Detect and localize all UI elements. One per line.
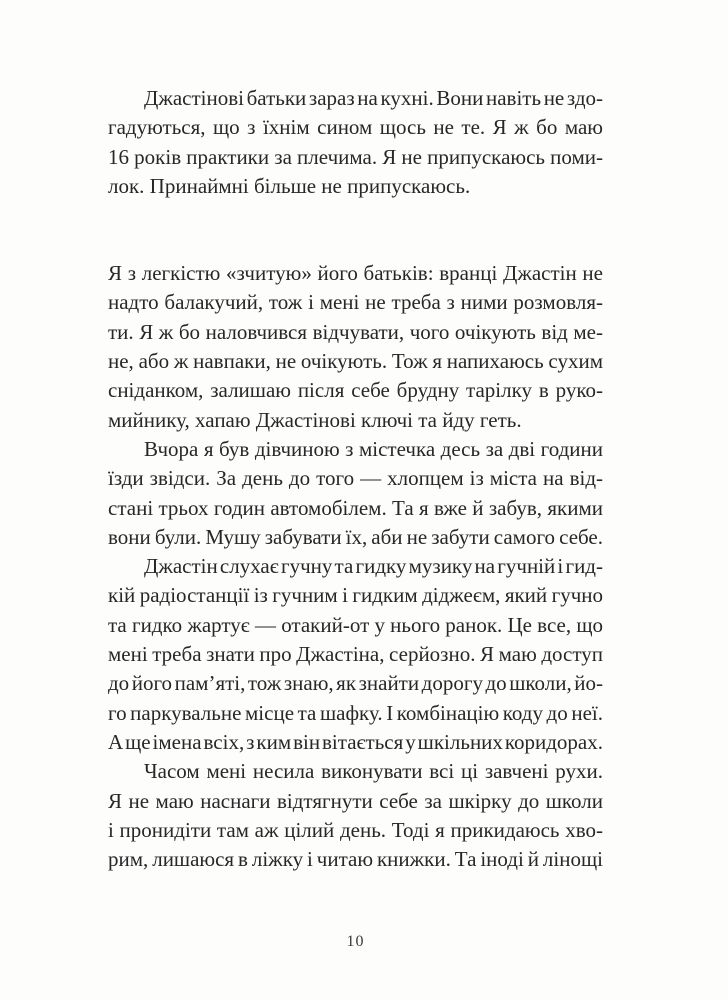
page-number: 10 xyxy=(346,933,365,950)
text-line: ти. Я ж бо наловчився відчувати, чого очікують від ме- xyxy=(108,319,603,344)
text-line: надто балакучий, тож і мені не треба з ними розмовля- xyxy=(108,290,603,315)
text-line: 16 років практики за плечима. Я не припускаюсь поми- xyxy=(108,144,603,169)
text-line: до його пам’яті, тож знаю, як знайти дорогу до школи, йо- xyxy=(108,671,603,696)
text-line: мені треба знати про Джастіна, серйозно. Я маю доступ xyxy=(108,642,603,667)
text-line: Вчора я був дівчиною з містечка десь за дві години xyxy=(144,436,603,461)
text-line: та гидко жартує — отакий-от у нього ранок. Це все, що xyxy=(108,612,603,637)
text-line: сніданком, залишаю після себе брудну тарілку в руко- xyxy=(108,378,603,403)
text-line: Я не маю наснаги відтягнути себе за шкірку до школи xyxy=(108,788,603,813)
paragraph xyxy=(108,259,603,435)
text-line: гадуються, що з їхнім сином щось не те. Я ж бо маю xyxy=(108,115,603,140)
text-line: Я з легкістю «зчитую» його батьків: вранці Джастін не xyxy=(108,261,603,286)
text-line: і пронидіти там аж цілий день. Тоді я прикидаюсь хво- xyxy=(108,817,603,842)
text-line: го паркувальне місце та шафку. І комбінацію коду до неї. xyxy=(108,700,603,725)
text-line: стані трьох годин автомобілем. Та я вже й забув, якими xyxy=(108,495,603,520)
text-line: Часом мені несила виконувати всі ці завчені рухи. xyxy=(144,759,603,784)
text-block xyxy=(108,84,603,874)
text-line: кій радіостанції із гучним і гидким діджеєм, який гучно xyxy=(108,583,603,608)
text-line: лок. Принаймні більше не припускаюсь. xyxy=(108,173,471,198)
text-line: не, або ж навпаки, не очікують. Тож я напихаюсь сухим xyxy=(108,349,603,374)
text-line: Джастінові батьки зараз на кухні. Вони навіть не здо- xyxy=(144,86,603,110)
paragraph xyxy=(108,84,603,201)
text-line: Джастін слухає гучну та гидку музику на гучній і гид- xyxy=(144,554,603,579)
text-line: їзди звідси. За день до того — хлопцем із міста на від- xyxy=(108,466,603,491)
paragraph xyxy=(108,757,603,874)
text-line: рим, лишаюся в ліжку і читаю книжки. Та іноді й лінощі xyxy=(108,847,603,872)
paragraph xyxy=(108,552,603,757)
text-line: мийнику, хапаю Джастінові ключі та йду геть. xyxy=(108,407,522,432)
paragraph xyxy=(108,435,603,552)
text-line: вони були. Мушу забувати їх, аби не забути самого себе. xyxy=(108,524,603,549)
text-line: А ще імена всіх, з ким він вітається у шкільних коридорах. xyxy=(108,729,603,754)
